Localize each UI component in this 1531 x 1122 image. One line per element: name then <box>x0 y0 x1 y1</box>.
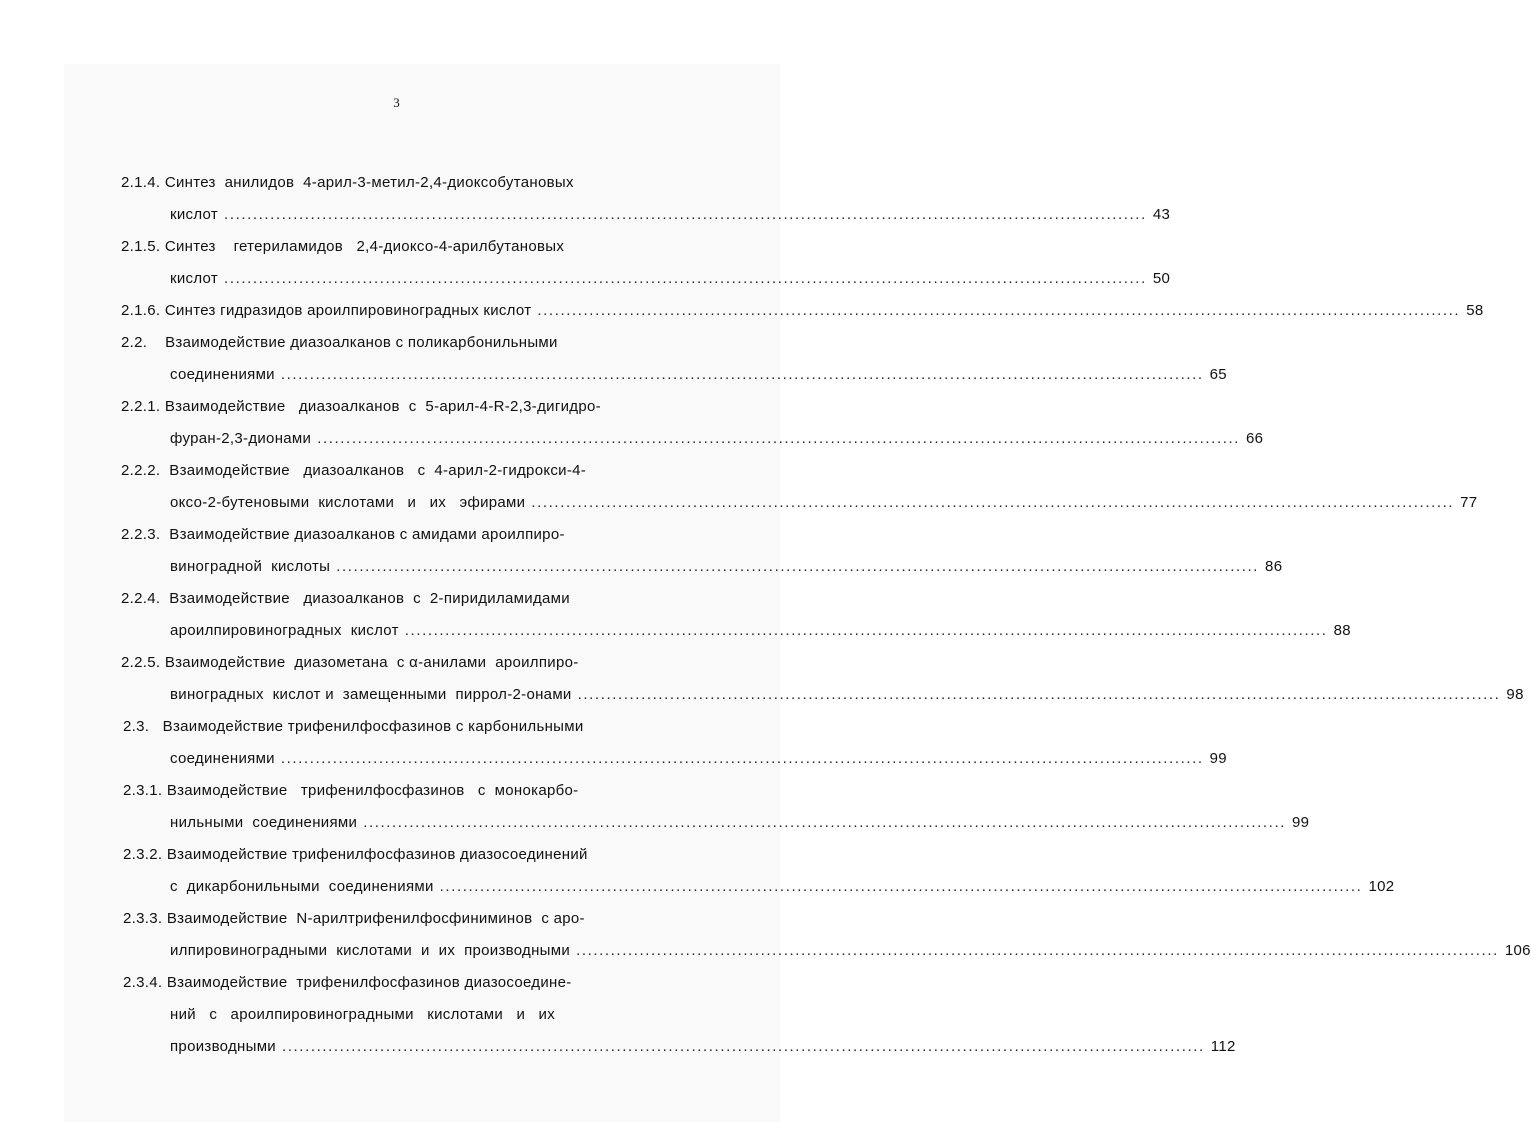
dot-leader: ................................................................................................................................................................ <box>224 270 1147 287</box>
toc-title: Взаимодействие диазометана с α-анилами ароилпиро- <box>164 654 579 671</box>
toc-entry-2-2-4-line1 <box>121 587 691 611</box>
toc-number: 2.3.3. <box>123 910 163 927</box>
dot-leader: ................................................................................................................................................................ <box>531 494 1455 511</box>
toc-page-number: 65 <box>1209 366 1227 383</box>
dot-leader: ................................................................................................................................................................ <box>280 366 1204 383</box>
dot-leader: ................................................................................................................................................................ <box>317 430 1241 447</box>
toc-page-number: 66 <box>1246 430 1264 447</box>
toc-entry-2-2-4-line2 <box>170 619 1351 643</box>
toc-title-continued: соединениями <box>170 366 275 383</box>
toc-entry-2-3-2-line1 <box>123 843 683 867</box>
toc-page-number: 99 <box>1209 750 1227 767</box>
toc-title-continued: кислот <box>170 270 219 287</box>
toc-entry-2-2-5-line1 <box>121 651 681 675</box>
toc-title: Взаимодействие трифенилфосфазинов диазосоединений <box>166 846 588 863</box>
toc-page-number: 98 <box>1506 686 1524 703</box>
toc-title-continued: производными <box>170 1038 276 1055</box>
toc-page-number: 112 <box>1210 1038 1236 1055</box>
toc-entry-2-2-3-line2 <box>170 555 1283 579</box>
toc-number: 2.3.2. <box>123 846 163 863</box>
toc-number: 2.1.6. <box>121 302 161 319</box>
toc-number: 2.1.5. <box>121 238 161 255</box>
toc-title: Взаимодействие N-арилтрифенилфосфиниминов с аро- <box>166 910 585 927</box>
toc-entry-2-3-1-line1 <box>123 779 683 803</box>
toc-title-continued: илпировиноградными кислотами и их производными <box>170 942 571 959</box>
toc-entry-2-3-4-line2 <box>170 1003 650 1027</box>
toc-title-continued: с дикарбонильными соединениями <box>170 878 434 895</box>
toc-title: Взаимодействие трифенилфосфазинов диазосоедине- <box>166 974 572 991</box>
toc-entry-2-2-3-line1 <box>121 523 681 547</box>
toc-entry-2-2-line2 <box>170 363 1227 387</box>
toc-number: 2.2.4. <box>121 590 161 607</box>
toc-number: 2.3.1. <box>123 782 163 799</box>
toc-page-number: 43 <box>1152 206 1171 223</box>
toc-title-continued: ароилпировиноградных кислот <box>170 622 399 639</box>
toc-title: Взаимодействие диазоалканов с амидами ароилпиро- <box>169 526 565 543</box>
dot-leader: ................................................................................................................................................................ <box>439 878 1363 895</box>
toc-title: Синтез анилидов 4-арил-3-метил-2,4-диоксобутановых <box>164 174 574 191</box>
toc-page-number: 102 <box>1368 878 1395 895</box>
toc-page-number: 99 <box>1291 814 1310 831</box>
toc-title: Взаимодействие диазоалканов с 5-арил-4-R-2,3-дигидро- <box>164 398 601 415</box>
toc-title-continued: виноградных кислот и замещенными пиррол-2-онами <box>170 686 572 703</box>
toc-title-continued: кислот <box>170 206 219 223</box>
toc-title: Взаимодействие трифенилфосфазинов с карбонильными <box>162 718 584 735</box>
toc-number: 2.2.3. <box>121 526 161 543</box>
toc-entry-2-3-4-line3 <box>170 1035 1236 1059</box>
toc-title: Синтез гидразидов ароилпировиноградных кислот <box>164 302 532 319</box>
toc-number: 2.2.2. <box>121 462 161 479</box>
toc-title: Взаимодействие диазоалканов с 2-пиридиламидами <box>169 590 570 607</box>
toc-entry-2-3-4-line1 <box>123 971 683 995</box>
toc-entry-2-1-4-line2 <box>170 203 1171 227</box>
toc-page-number: 77 <box>1460 494 1478 511</box>
toc-page-number: 50 <box>1152 270 1171 287</box>
toc-page-number: 106 <box>1504 942 1531 959</box>
toc-entry-2-3-line2 <box>170 747 1227 771</box>
toc-page-number: 58 <box>1466 302 1484 319</box>
toc-number: 2.3.4. <box>123 974 163 991</box>
toc-entry-2-3-3-line2 <box>170 939 1531 963</box>
toc-title-continued: соединениями <box>170 750 275 767</box>
dot-leader: ................................................................................................................................................................ <box>282 1038 1205 1055</box>
dot-leader: ................................................................................................................................................................ <box>577 686 1501 703</box>
dot-leader: ................................................................................................................................................................ <box>363 814 1286 831</box>
toc-entry-2-3-3-line1 <box>123 907 703 931</box>
toc-number: 2.3. <box>123 718 150 735</box>
toc-title: Синтез гетериламидов 2,4-диоксо-4-арилбутановых <box>164 238 565 255</box>
toc-entry-2-3-1-line2 <box>170 811 1310 835</box>
toc-entry-2-1-4-line1 <box>121 171 681 195</box>
toc-number: 2.2. <box>121 334 148 351</box>
dot-leader: ................................................................................................................................................................ <box>336 558 1260 575</box>
toc-page-number: 88 <box>1333 622 1351 639</box>
toc-number: 2.1.4. <box>121 174 161 191</box>
toc-title-continued: виноградной кислоты <box>170 558 331 575</box>
toc-number: 2.2.5. <box>121 654 161 671</box>
dot-leader: ................................................................................................................................................................ <box>537 302 1461 319</box>
toc-page-number: 86 <box>1265 558 1283 575</box>
toc-entry-2-2-2-line1 <box>121 459 691 483</box>
toc-entry-2-1-5-line1 <box>121 235 681 259</box>
toc-entry-2-1-5-line2 <box>170 267 1171 291</box>
toc-title-continued: нильными соединениями <box>170 814 358 831</box>
toc-title-continued: оксо-2-бутеновыми кислотами и их эфирами <box>170 494 526 511</box>
dot-leader: ................................................................................................................................................................ <box>224 206 1147 223</box>
toc-entry-2-2-line1 <box>121 331 661 355</box>
toc-entry-2-3-line1 <box>123 715 683 739</box>
toc-entry-2-2-1-line1 <box>121 395 701 419</box>
toc-title: Взаимодействие диазоалканов с поликарбонильными <box>165 334 558 351</box>
toc-entry-2-2-2-line2 <box>170 491 1478 515</box>
dot-leader: ................................................................................................................................................................ <box>404 622 1328 639</box>
toc-number: 2.2.1. <box>121 398 161 415</box>
dot-leader: ................................................................................................................................................................ <box>280 750 1204 767</box>
toc-title-continued: ний с ароилпировиноградными кислотами и их <box>170 1006 556 1023</box>
toc-entry-2-2-1-line2 <box>170 427 1264 451</box>
toc-title: Взаимодействие трифенилфосфазинов с монокарбо- <box>166 782 579 799</box>
page-number: 3 <box>393 95 400 110</box>
toc-title: Взаимодействие диазоалканов с 4-арил-2-гидрокси-4- <box>169 462 587 479</box>
toc-title-continued: фуран-2,3-дионами <box>170 430 312 447</box>
toc-entry-2-1-6 <box>121 299 1484 323</box>
dot-leader: ................................................................................................................................................................ <box>576 942 1499 959</box>
toc-entry-2-3-2-line2 <box>170 875 1395 899</box>
toc-entry-2-2-5-line2 <box>170 683 1524 707</box>
